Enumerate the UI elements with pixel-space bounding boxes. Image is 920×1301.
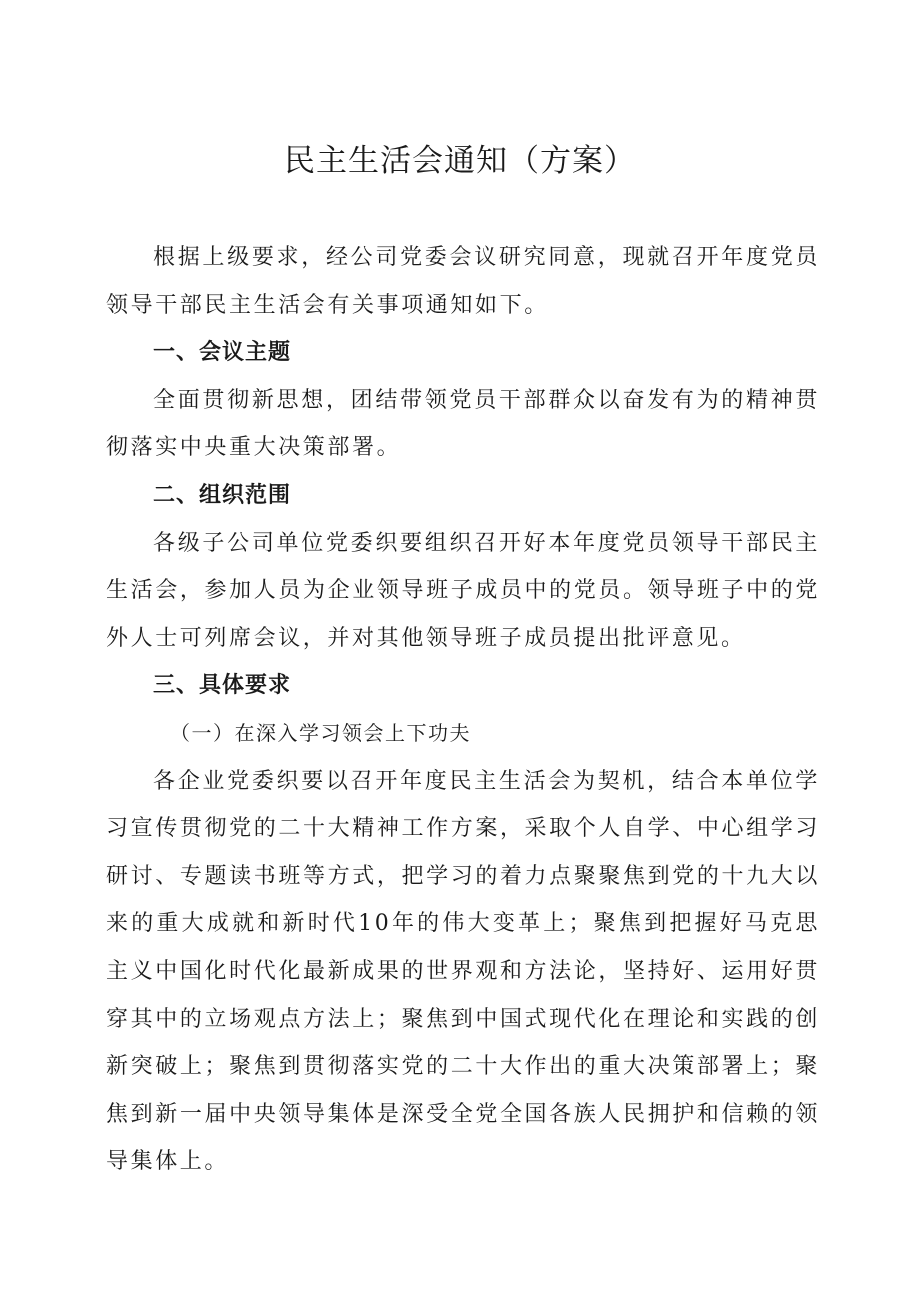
document-title: 民主生活会通知（方案） bbox=[284, 143, 636, 179]
section-heading-scope: 二、组织范围 bbox=[153, 482, 292, 508]
section-paragraph-scope: 各级子公司单位党委织要组织召开好本年度党员领导干部民主生活会，参加人员为企业领导班子成员中的党员。领导班子中的党外人士可列席会议，并对其他领导班子成员提出批评意见。 bbox=[106, 530, 820, 651]
section-heading-theme: 一、会议主题 bbox=[153, 340, 292, 366]
section-paragraph-requirements: 各企业党委织要以召开年度民主生活会为契机，结合本单位学习宣传贯彻党的二十大精神工作方案，采取个人自学、中心组学习研讨、专题读书班等方式，把学习的着力点聚聚焦到党的十九大以来的重大成就和新时代10年的伟大变革上；聚焦到把握好马克思主义中国化时代化最新成果的世界观和方法论，坚持好、运用好贯穿其中的立场观点方法上；聚焦到中国式现代化在理论和实践的创新突破上；聚焦到贯彻落实党的二十大作出的重大决策部署上；聚焦到新一届中央领导集体是深受全党全国各族人民拥护和信赖的领导集体上。 bbox=[106, 768, 820, 1175]
intro-paragraph: 根据上级要求，经公司党委会议研究同意，现就召开年度党员领导干部民主生活会有关事项通知如下。 bbox=[106, 245, 820, 318]
document-body bbox=[106, 234, 820, 1186]
section-paragraph-theme: 全面贯彻新思想，团结带领党员干部群众以奋发有为的精神贯彻落实中央重大决策部署。 bbox=[106, 387, 820, 461]
section-heading-requirements: 三、具体要求 bbox=[153, 673, 292, 699]
subsection-heading-study: （一）在深入学习领会上下功夫 bbox=[170, 720, 471, 745]
